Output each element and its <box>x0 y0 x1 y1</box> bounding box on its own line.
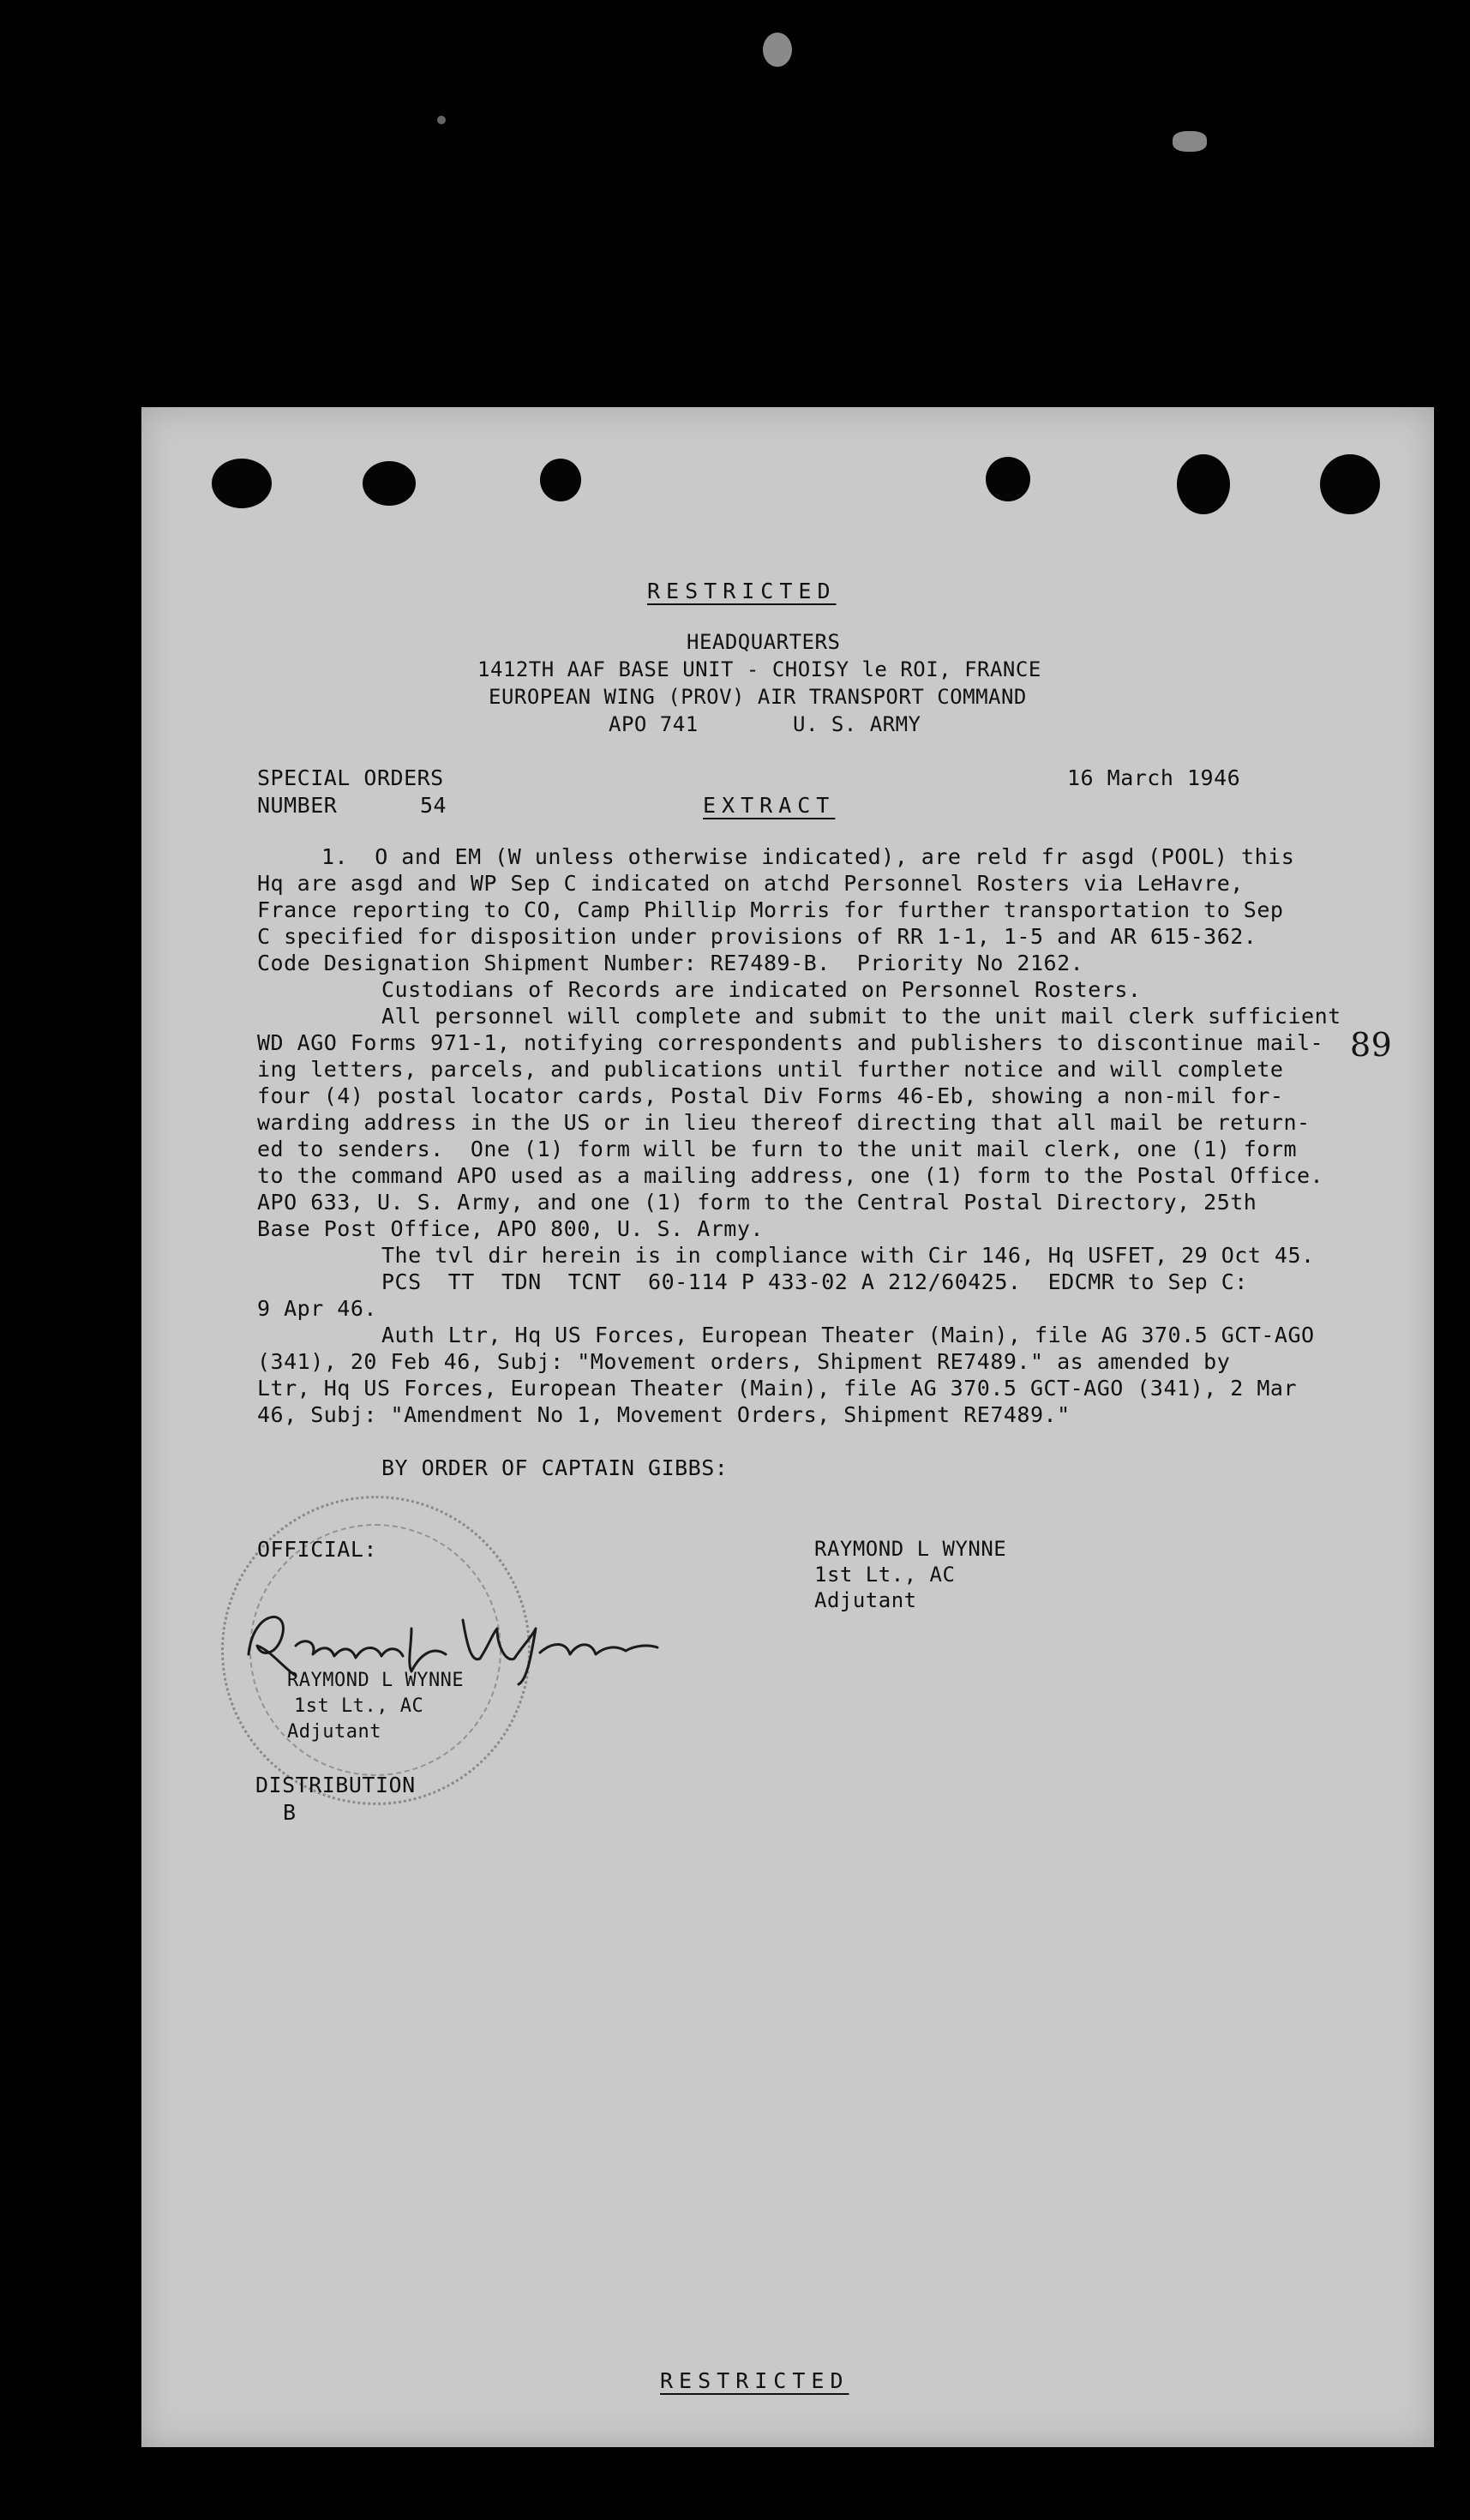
classification-top: RESTRICTED <box>647 579 837 603</box>
body-line: 9 Apr 46. <box>257 1296 377 1321</box>
margin-page-number: 89 <box>1350 1026 1393 1064</box>
header-line-1: HEADQUARTERS <box>687 630 841 654</box>
official-signer-rank: 1st Lt., AC <box>294 1695 424 1717</box>
official-signer-title: Adjutant <box>287 1721 381 1743</box>
film-speck <box>763 33 792 67</box>
body-line: warding address in the US or in lieu thereof directing that all mail be return- <box>257 1110 1311 1135</box>
punch-hole <box>540 459 581 501</box>
header-line-3: EUROPEAN WING (PROV) AIR TRANSPORT COMMAND <box>489 685 1027 709</box>
body-line: 46, Subj: "Amendment No 1, Movement Orders, Shipment RE7489." <box>257 1402 1071 1427</box>
punch-hole <box>1320 454 1380 514</box>
by-order-line: BY ORDER OF CAPTAIN GIBBS: <box>381 1455 729 1480</box>
body-line: All personnel will complete and submit to the unit mail clerk sufficient <box>381 1004 1341 1029</box>
punch-hole <box>1177 454 1230 514</box>
classification-bottom: RESTRICTED <box>660 2368 849 2393</box>
film-speck <box>437 116 446 124</box>
extract-label: EXTRACT <box>703 793 836 818</box>
special-orders-label: SPECIAL ORDERS <box>257 765 444 790</box>
distribution-label: DISTRIBUTION <box>255 1773 416 1797</box>
distribution-value: B <box>283 1800 297 1825</box>
official-label: OFFICIAL: <box>257 1537 377 1562</box>
header-line-4-left: APO 741 <box>609 712 699 736</box>
punch-hole <box>363 461 416 506</box>
body-line: ed to senders. One (1) form will be furn to the unit mail clerk, one (1) form <box>257 1137 1297 1161</box>
body-line: C specified for disposition under provisions of RR 1-1, 1-5 and AR 615-362. <box>257 924 1257 949</box>
header-line-4-right: U. S. ARMY <box>793 712 921 736</box>
body-line: to the command APO used as a mailing address, one (1) form to the Postal Office. <box>257 1163 1324 1188</box>
body-line: The tvl dir herein is in compliance with Cir 146, Hq USFET, 29 Oct 45. <box>381 1243 1315 1268</box>
body-line: four (4) postal locator cards, Postal Div Forms 46-Eb, showing a non-mil for- <box>257 1083 1284 1108</box>
number-value: 54 <box>420 793 447 818</box>
body-line: Auth Ltr, Hq US Forces, European Theater (Main), file AG 370.5 GCT-AGO <box>381 1323 1315 1347</box>
body-line: Code Designation Shipment Number: RE7489-B. Priority No 2162. <box>257 951 1084 975</box>
body-line: Ltr, Hq US Forces, European Theater (Main), file AG 370.5 GCT-AGO (341), 2 Mar <box>257 1376 1297 1401</box>
body-line: ing letters, parcels, and publications until further notice and will complete <box>257 1057 1284 1082</box>
header-line-2: 1412TH AAF BASE UNIT - CHOISY le ROI, FRANCE <box>477 657 1041 681</box>
body-line: 1. O and EM (W unless otherwise indicated), are reld fr asgd (POOL) this <box>321 844 1295 869</box>
punch-hole <box>212 459 272 508</box>
right-signer-rank: 1st Lt., AC <box>814 1563 956 1587</box>
body-line: Hq are asgd and WP Sep C indicated on atchd Personnel Rosters via LeHavre, <box>257 871 1244 896</box>
film-speck <box>1173 131 1207 152</box>
right-signer-name: RAYMOND L WYNNE <box>814 1537 1007 1561</box>
document-page <box>141 407 1434 2447</box>
body-line: PCS TT TDN TCNT 60-114 P 433-02 A 212/60425. EDCMR to Sep C: <box>381 1269 1248 1294</box>
official-signer-name: RAYMOND L WYNNE <box>287 1670 465 1691</box>
order-date: 16 March 1946 <box>1067 765 1241 790</box>
body-line: WD AGO Forms 971-1, notifying correspondents and publishers to discontinue mail- <box>257 1030 1324 1055</box>
punch-hole <box>986 457 1030 501</box>
right-signer-title: Adjutant <box>814 1588 917 1612</box>
body-line: Custodians of Records are indicated on Personnel Rosters. <box>381 977 1142 1002</box>
body-line: Base Post Office, APO 800, U. S. Army. <box>257 1216 764 1241</box>
number-label: NUMBER <box>257 793 338 818</box>
body-line: (341), 20 Feb 46, Subj: "Movement orders, Shipment RE7489." as amended by <box>257 1349 1231 1374</box>
body-line: France reporting to CO, Camp Phillip Morris for further transportation to Sep <box>257 897 1284 922</box>
body-line: APO 633, U. S. Army, and one (1) form to the Central Postal Directory, 25th <box>257 1190 1257 1215</box>
